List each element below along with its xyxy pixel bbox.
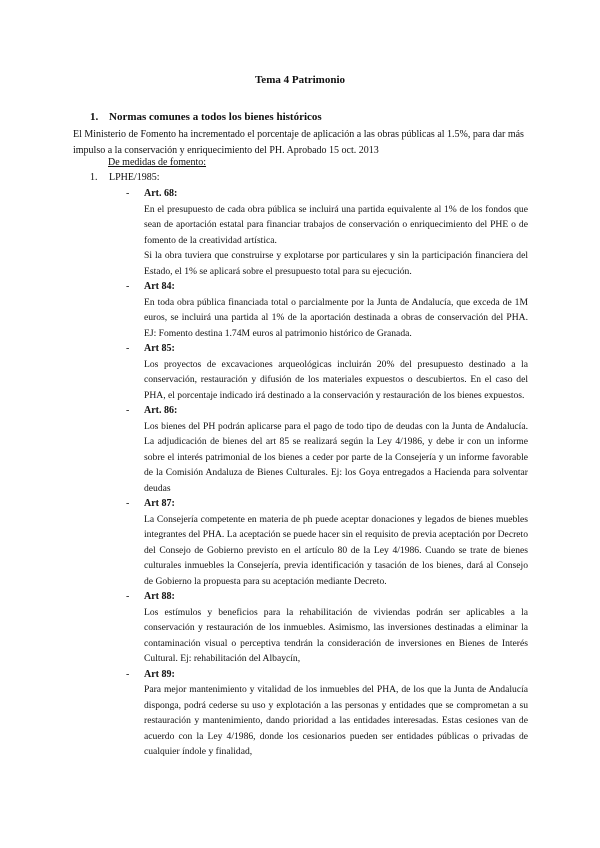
article-body bbox=[144, 419, 528, 497]
article-list bbox=[126, 186, 528, 760]
article-paragraph: En el presupuesto de cada obra pública se incluirá una partida equivalente al 1% de los fondos que sean de aportación estatal para financiar trabajos de conservación o enriquecimiento del PHE o de fomento de la creatividad artística. bbox=[144, 203, 528, 246]
article-body bbox=[144, 295, 528, 342]
intro-paragraph: El Ministerio de Fomento ha incrementado el porcentaje de aplicación a las obras públicas al 1.5%, para dar más impulso a la conservación y enriquecimiento del PH. Aprobado 15 oct. 2013 bbox=[73, 129, 524, 156]
article-item bbox=[126, 403, 528, 496]
article-body bbox=[144, 357, 528, 404]
bullet-dash: - bbox=[126, 343, 130, 354]
section-number: 1. bbox=[90, 111, 99, 123]
article-body bbox=[144, 512, 528, 590]
article-paragraph: Los estímulos y beneficios para la rehabilitación de viviendas podrán ser aplicables a la conservación y restauración de los inmuebles. Asimismo, las inversiones destinadas a eliminar la contaminación visual o perceptiva tendrán la consideración de inversiones en Bienes de Interés Cultural. Ej: rehabilitación del Albaycín, bbox=[144, 606, 528, 664]
article-item bbox=[126, 186, 528, 279]
article-heading: Art 89: bbox=[144, 668, 175, 680]
page-title: Tema 4 Patrimonio bbox=[254, 74, 346, 86]
bullet-dash: - bbox=[126, 668, 130, 680]
article-heading: Art 84: bbox=[144, 281, 175, 292]
article-body bbox=[144, 202, 528, 280]
article-paragraph: Los proyectos de excavaciones arqueológicas incluirán 20% del presupuesto destinado a la conservación, restauración y difusión de los materiales expuestos o descubiertos. En el caso del PHA, el porcentaje indicado irá destinado a la conservación y restauración de los bienes expuestos. bbox=[144, 358, 528, 401]
article-heading: Art 85: bbox=[144, 343, 175, 354]
bullet-dash: - bbox=[126, 405, 130, 416]
article-paragraph: Si la obra tuviera que construirse y explotarse por particulares y sin la participación financiera del Estado, el 1% se aplicará sobre el presupuesto total para su ejecución. bbox=[144, 250, 528, 277]
article-paragraph: En toda obra pública financiada total o parcialmente por la Junta de Andalucía, que exceda de 1M euros, se incluirá una partida al 1% de la aportación destinada a obras de conservación del PHA. EJ: Fomento destina 1.74M euros al patrimonio histórico de Granada. bbox=[144, 296, 528, 339]
article-item bbox=[126, 341, 528, 403]
article-body bbox=[144, 682, 528, 760]
list-label: LPHE/1985: bbox=[109, 172, 160, 183]
bullet-dash: - bbox=[126, 498, 130, 509]
section-heading-text: Normas comunes a todos los bienes históricos bbox=[109, 111, 322, 123]
article-item bbox=[126, 279, 528, 341]
article-item bbox=[126, 667, 528, 760]
article-paragraph: Los bienes del PH podrán aplicarse para el pago de todo tipo de deudas con la Junta de Andalucía. La adjudicación de bienes del art 85 se realizará según la Ley 4/1986, y debe ir con un informe sobre el interés patrimonial de los bienes a ceder por parte de la Consejería y un informe favorable de la Comisión Andaluza de Bienes Culturales. Ej: los Goya entregados a Hacienda para solventar deudas bbox=[144, 420, 528, 494]
bullet-dash: - bbox=[126, 591, 130, 602]
subheading: De medidas de fomento: bbox=[108, 157, 207, 168]
article-paragraph: Para mejor mantenimiento y vitalidad de los inmuebles del PHA, de los que la Junta de Andalucía disponga, podrá cederse su uso y explotación a las personas y entidades que se comprometan a su restauración y mantenimiento, dando prioridad a las entidades interesadas. Estas cesiones van de acuerdo con la Ley 4/1986, donde los cesionarios pueden ser entidades públicas o privadas de cualquier índole y finalidad, bbox=[144, 684, 528, 757]
article-heading: Art. 86: bbox=[144, 405, 178, 416]
article-heading: Art 88: bbox=[144, 591, 175, 602]
article-body bbox=[144, 605, 528, 667]
bullet-dash: - bbox=[126, 188, 130, 199]
article-heading: Art 87: bbox=[144, 498, 175, 509]
article-item bbox=[126, 496, 528, 589]
bullet-dash: - bbox=[126, 281, 130, 292]
article-heading: Art. 68: bbox=[144, 188, 178, 199]
article-paragraph: La Consejería competente en materia de ph puede aceptar donaciones y legados de bienes muebles integrantes del PHA. La aceptación se puede hacer sin el requisito de previa aceptación por Decreto del Consejo de Gobierno previsto en el artículo 80 de la Ley 4/1986. Cuando se trate de bienes culturales inmuebles la Consejería, previa identificación y tasación de los bienes, dará al Consejo de Gobierno la propuesta para su aceptación mediante Decreto. bbox=[144, 513, 528, 587]
article-item bbox=[126, 589, 528, 667]
list-number: 1. bbox=[90, 172, 98, 183]
